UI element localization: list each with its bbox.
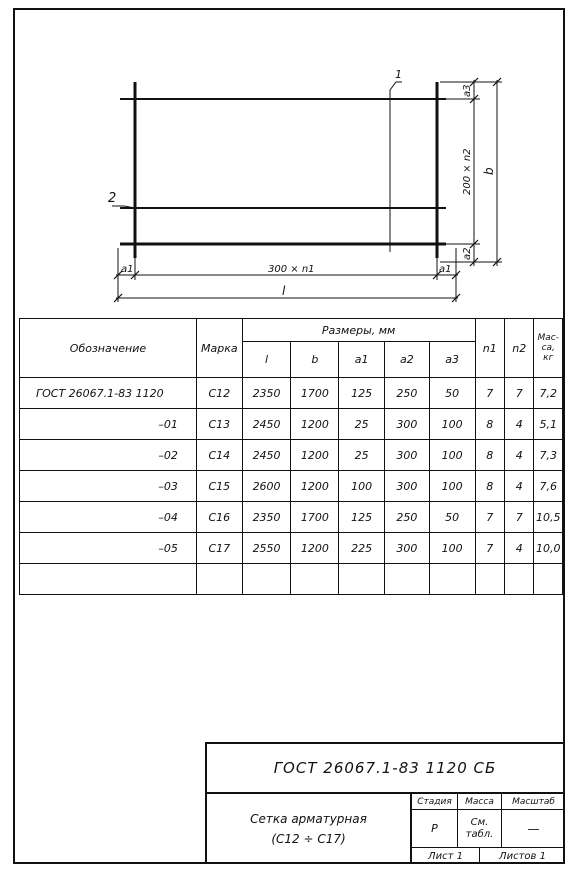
header-sizes: Размеры, мм [242,319,475,342]
cell-n2: 4 [504,533,533,564]
sheet-number: Лист 1 [412,848,480,864]
dim-l: l [282,284,286,298]
header-b: b [291,342,339,378]
dim-300n1: 300 × n1 [268,264,315,275]
header-a1: a1 [339,342,385,378]
table-row [20,440,563,471]
header-a2: a2 [385,342,430,378]
cell-a3: 100 [429,409,475,440]
cell-a1: 100 [339,471,385,502]
dim-a3: a3 [462,84,473,97]
mass-value: См. табл. [458,810,502,848]
cell-n2: 4 [504,440,533,471]
cell-n1: 7 [475,502,504,533]
cell-mark: С15 [196,471,242,502]
table-row [20,409,563,440]
document-code: ГОСТ 26067.1-83 1120 СБ [207,744,563,794]
mesh-drawing [0,0,582,320]
cell-b: 1200 [291,533,339,564]
cell-mark: С13 [196,409,242,440]
cell-b: 1200 [291,471,339,502]
cell-mass: 7,6 [534,471,563,502]
cell-b: 1200 [291,440,339,471]
callout-1: 1 [395,68,402,81]
table-row [20,533,563,564]
cell-a2: 250 [385,378,430,409]
dim-a1-left: a1 [121,264,134,275]
dim-a1-right: a1 [439,264,452,275]
cell-a1: 25 [339,440,385,471]
cell-mass: 7,3 [534,440,563,471]
header-n1: n1 [475,319,504,378]
cell-a3: 50 [429,502,475,533]
cell-l: 2550 [242,533,291,564]
table-row [20,378,563,409]
callout-2: 2 [108,191,117,206]
cell-a2: 300 [385,440,430,471]
table-row [20,471,563,502]
cell-l: 2450 [242,440,291,471]
cell-b: 1700 [291,378,339,409]
cell-mass: 10,0 [534,533,563,564]
cell-n2: 7 [504,502,533,533]
stage-value: Р [412,810,458,848]
cell-l: 2600 [242,471,291,502]
cell-a3: 100 [429,440,475,471]
cell-designation: –05 [20,533,197,564]
specification-table [19,318,563,595]
header-n2: n2 [504,319,533,378]
cell-a2: 300 [385,471,430,502]
cell-a3: 50 [429,378,475,409]
cell-mark: С14 [196,440,242,471]
cell-n2: 7 [504,378,533,409]
dim-b: b [482,167,496,175]
header-designation: Обозначение [20,319,197,378]
cell-designation: ГОСТ 26067.1-83 1120 [20,378,197,409]
document-name-line1: Сетка арматурная [250,812,367,826]
title-block [205,742,563,862]
mass-label: Масса [458,794,502,810]
cell-designation: –02 [20,440,197,471]
cell-n2: 4 [504,409,533,440]
scale-label: Масштаб [502,794,565,810]
cell-b: 1200 [291,409,339,440]
cell-b: 1700 [291,502,339,533]
cell-mass: 10,5 [534,502,563,533]
cell-mark: С16 [196,502,242,533]
table-row [20,502,563,533]
cell-designation: –01 [20,409,197,440]
header-mark: Марка [196,319,242,378]
document-name [207,794,412,864]
title-block-grid [412,794,565,864]
cell-a2: 300 [385,533,430,564]
cell-l: 2350 [242,502,291,533]
cell-mass: 7,2 [534,378,563,409]
cell-n2: 4 [504,471,533,502]
stage-label: Стадия [412,794,458,810]
cell-n1: 8 [475,409,504,440]
document-name-line2: (С12 ÷ С17) [271,832,346,846]
cell-designation: –03 [20,471,197,502]
cell-a1: 25 [339,409,385,440]
header-l: l [242,342,291,378]
cell-mark: С12 [196,378,242,409]
dim-a2: a2 [462,247,473,260]
header-mass: Мас- са, кг [534,319,563,378]
cell-a2: 300 [385,409,430,440]
scale-value: — [502,810,565,848]
cell-mass: 5,1 [534,409,563,440]
cell-mark: С17 [196,533,242,564]
cell-a1: 125 [339,378,385,409]
cell-a3: 100 [429,471,475,502]
cell-a1: 225 [339,533,385,564]
cell-n1: 8 [475,440,504,471]
cell-n1: 7 [475,533,504,564]
cell-n1: 7 [475,378,504,409]
cell-a2: 250 [385,502,430,533]
dim-200n2: 200 × n2 [462,148,473,195]
cell-l: 2350 [242,378,291,409]
cell-designation: –04 [20,502,197,533]
cell-a3: 100 [429,533,475,564]
header-a3: a3 [429,342,475,378]
cell-n1: 8 [475,471,504,502]
table-row-empty [20,564,563,595]
sheets-total: Листов 1 [499,850,546,862]
cell-l: 2450 [242,409,291,440]
cell-a1: 125 [339,502,385,533]
